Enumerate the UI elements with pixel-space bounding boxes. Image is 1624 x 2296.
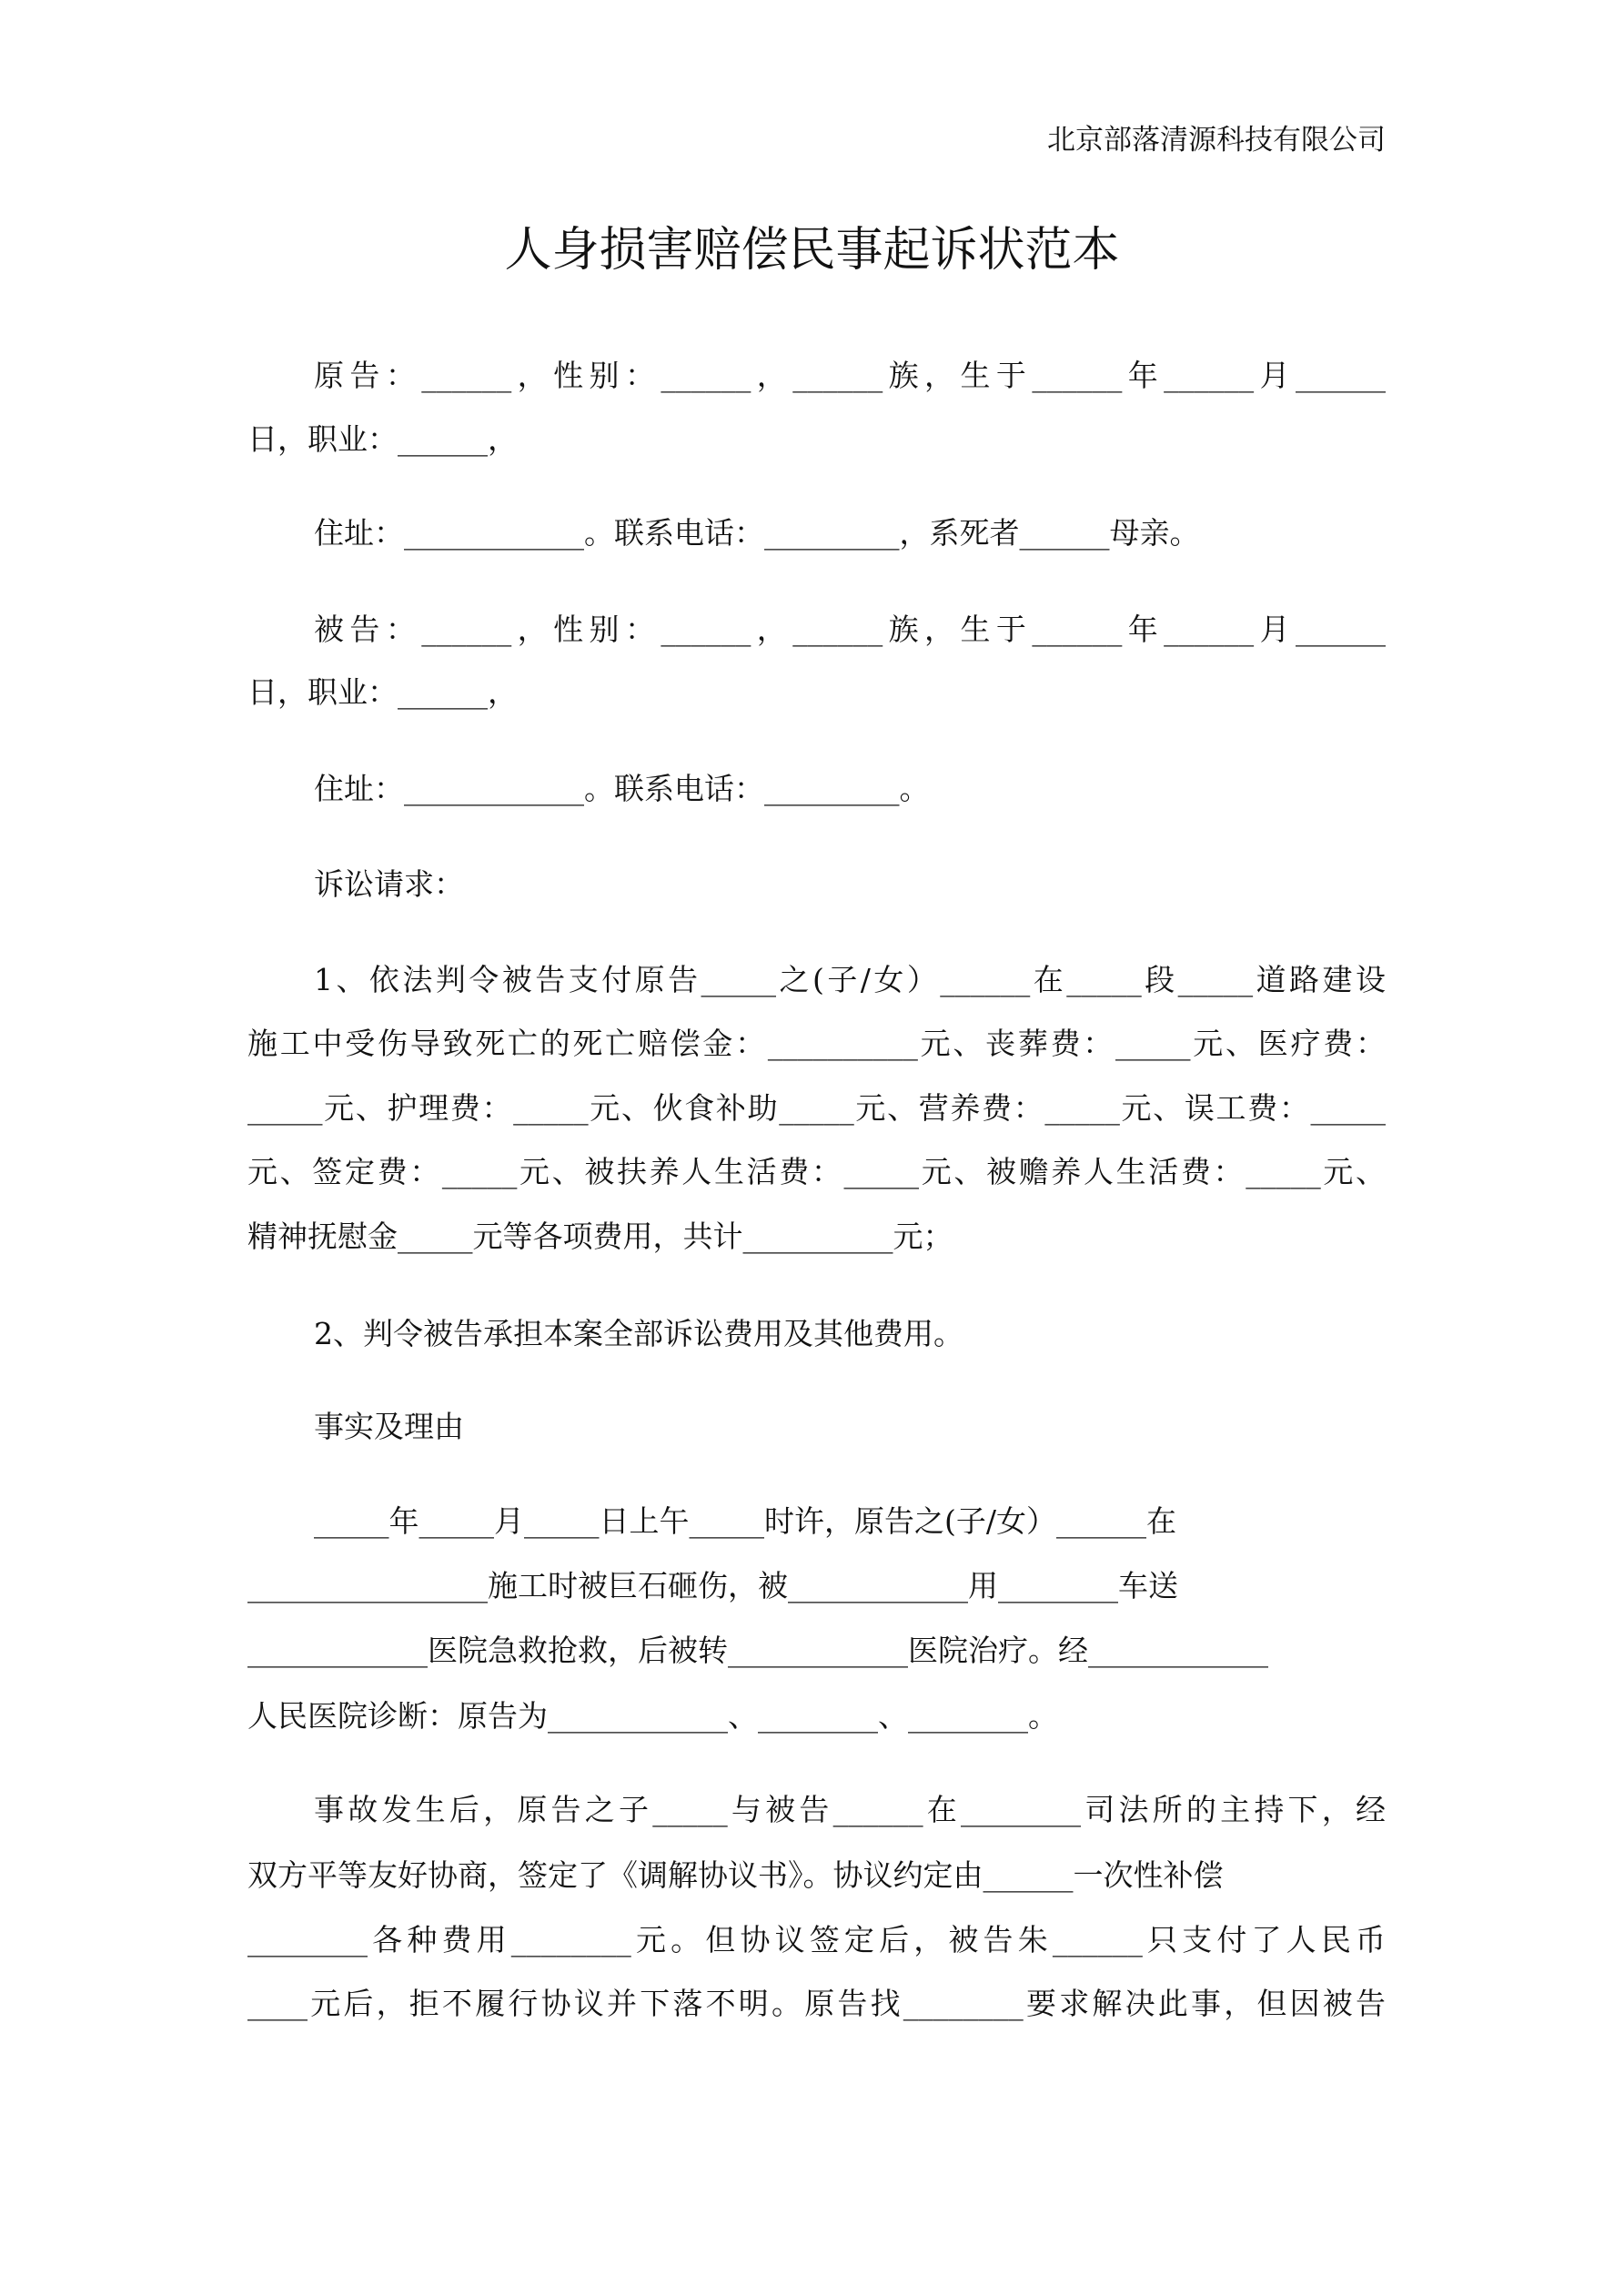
- facts-line: 双方平等友好协商，签定了《调解协议书》。协议约定由______一次性补偿: [247, 1857, 1224, 1893]
- claim-1-line: 精神抚慰金_____元等各项费用，共计__________元；: [247, 1219, 953, 1254]
- facts-line: 人民医院诊断：原告为____________、________、________。: [247, 1698, 1058, 1734]
- plaintiff-line-1: 原告：______，性别：______，______族，生于______年______月______: [314, 358, 1387, 393]
- facts-line: ________________施工时被巨石砸伤，被____________用________车送: [247, 1568, 1178, 1603]
- facts-heading: 事实及理由: [314, 1409, 464, 1444]
- claim-1-line: 元、签定费：_____元、被扶养人生活费：_____元、被赡养人生活费：_____元、: [247, 1154, 1386, 1189]
- claim-2: 2、判令被告承担本案全部诉讼费用及其他费用。: [314, 1316, 963, 1351]
- facts-line: ________各种费用________元。但协议签定后，被告朱______只支付了人民币: [247, 1922, 1386, 1957]
- plaintiff-line-2: 日，职业：______，: [247, 421, 518, 457]
- facts-line: _____年_____月_____日上午_____时许，原告之(子/女）______在: [314, 1503, 1176, 1539]
- facts-line: ____元后，拒不履行协议并下落不明。原告找________要求解决此事，但因被告: [247, 1986, 1386, 2021]
- facts-line: ____________医院急救抢救，后被转____________医院治疗。经____________: [247, 1633, 1268, 1668]
- facts-line: 事故发生后，原告之子_____与被告______在________司法所的主持下，经: [314, 1792, 1386, 1827]
- claim-1-line: 1、依法判令被告支付原告_____之(子/女）______在_____段_____道路建设: [314, 962, 1386, 997]
- claims-heading: 诉讼请求：: [314, 866, 464, 902]
- claim-1-line: _____元、护理费：_____元、伙食补助_____元、营养费：_____元、误工费：_____: [247, 1090, 1386, 1126]
- defendant-line-2: 日，职业：______，: [247, 674, 518, 710]
- defendant-address: 住址：____________。联系电话：_________。: [314, 771, 930, 806]
- document-title: 人身损害赔偿民事起诉状范本: [504, 223, 1120, 278]
- company-header: 北京部落清源科技有限公司: [1047, 124, 1386, 157]
- defendant-line-1: 被告：______，性别：______，______族，生于______年______月______: [314, 612, 1387, 647]
- claim-1-line: 施工中受伤导致死亡的死亡赔偿金：__________元、丧葬费：_____元、医疗费：: [247, 1026, 1386, 1061]
- plaintiff-address: 住址：____________。联系电话：_________，系死者______母亲。: [314, 515, 1200, 551]
